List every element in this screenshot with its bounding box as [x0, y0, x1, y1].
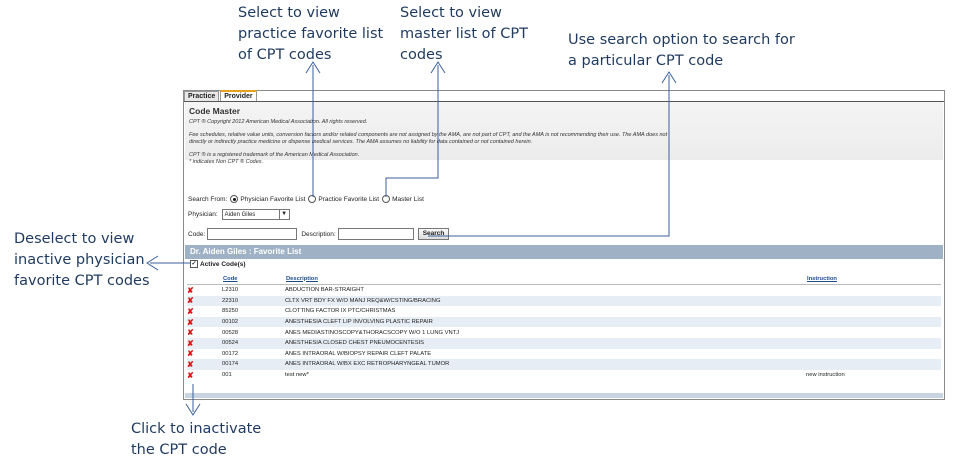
- row-instruction: [806, 306, 941, 317]
- table-row: [187, 317, 941, 328]
- search-from-label: Search From:: [188, 195, 228, 203]
- col-action: [187, 273, 222, 285]
- radio-master-list-label: Master List: [392, 195, 424, 203]
- row-description: CLOTTING FACTOR IX PTC/CHRISTMAS: [285, 308, 396, 315]
- physician-label: Physician:: [188, 211, 218, 218]
- row-description: test new*: [285, 372, 309, 379]
- row-description: ANES MEDIASTINOSCOPY&THORACSCOPY W/O 1 LUNG VNTJ: [285, 329, 460, 336]
- tab-practice[interactable]: Practice: [184, 91, 219, 101]
- row-code: L2310: [222, 287, 239, 294]
- row-code: 00174: [222, 359, 285, 370]
- code-label: Code:: [188, 230, 206, 238]
- row-code: 00102: [222, 317, 285, 328]
- row-instruction: [806, 359, 941, 370]
- callout-search: Use search option to search for a particular CPT code: [568, 32, 795, 69]
- favorite-list-title: Dr. Aiden Giles : Favorite List: [185, 245, 943, 259]
- page-title: Code Master: [189, 106, 241, 116]
- table-row: [187, 296, 941, 307]
- row-instruction: [806, 327, 941, 338]
- row-instruction: [806, 285, 941, 296]
- table-row: [187, 370, 941, 381]
- table-row: [187, 359, 941, 370]
- copyright-text: CPT ® Copyright 2012 American Medical Association. All rights reserved.: [189, 119, 368, 125]
- row-code: 00528: [222, 329, 239, 336]
- table-row: [187, 306, 941, 317]
- physician-select-value: Aiden Giles: [224, 211, 256, 218]
- col-code[interactable]: Code: [222, 273, 285, 285]
- table-footer: [185, 393, 943, 398]
- row-description: ABDUCTION BAR-STRAIGHT: [285, 287, 364, 294]
- inactivate-icon[interactable]: ✘: [187, 317, 222, 328]
- tab-provider[interactable]: Provider: [220, 90, 256, 101]
- callout-deselect: Deselect to view inactive physician favorite CPT codes: [14, 231, 150, 289]
- code-master-window: [183, 90, 945, 400]
- row-instruction: new instruction: [806, 372, 845, 379]
- disclaimer-line-2: directly or indirectly practice medicine or dispense medical services. The AMA assumes no liability for data contained or not contained herein.: [189, 139, 533, 145]
- code-master-header: [185, 102, 943, 165]
- row-code: 00524: [222, 338, 285, 349]
- inactivate-icon[interactable]: ✘: [187, 306, 194, 316]
- inactivate-icon[interactable]: ✘: [187, 338, 222, 349]
- favorite-codes-table: [187, 273, 941, 380]
- table-row: [187, 338, 941, 349]
- table-row: [187, 285, 941, 296]
- physician-row: [188, 209, 290, 220]
- row-code: 22310: [222, 296, 285, 307]
- radio-master-list[interactable]: [382, 195, 390, 203]
- col-instruction[interactable]: Instruction: [806, 273, 941, 285]
- disclaimer-line-1: Fee schedules, relative value units, conversion factors and/or related components are not assigned by the AMA, are not part of CPT, and the AMA is not recommending their use. The AMA does not: [189, 132, 668, 138]
- tab-bar: [184, 91, 944, 102]
- inactivate-icon[interactable]: ✘: [187, 370, 194, 380]
- inactivate-icon[interactable]: ✘: [187, 285, 194, 295]
- code-input[interactable]: [207, 228, 297, 240]
- row-instruction: [806, 317, 941, 328]
- inactivate-icon[interactable]: ✘: [187, 359, 222, 370]
- radio-practice-favorite-label: Practice Favorite List: [318, 195, 380, 203]
- inactivate-icon[interactable]: ✘: [187, 296, 222, 307]
- row-description: CLTX VRT BDY FX W/O MANJ REQ&W/CSTING/BRACING: [285, 296, 806, 307]
- inactivate-icon[interactable]: ✘: [187, 349, 194, 359]
- inactivate-icon[interactable]: ✘: [187, 328, 194, 338]
- active-codes-row: [190, 260, 246, 268]
- active-codes-checkbox[interactable]: ✓: [191, 261, 197, 267]
- row-description: ANES INTRAORAL W/BX EXC RETROPHARYNGEAL TUMOR: [285, 359, 806, 370]
- callout-inactivate: Click to inactivate the CPT code: [131, 421, 262, 458]
- search-button[interactable]: Search: [418, 228, 450, 240]
- row-description: ANESTHESIA CLEFT LIP INVOLVING PLASTIC REPAIR: [285, 317, 806, 328]
- table-row: [187, 349, 941, 360]
- chevron-down-icon: ▼: [279, 210, 289, 219]
- row-code: 001: [222, 372, 232, 379]
- description-input[interactable]: [338, 228, 414, 240]
- row-description: ANES INTRAORAL W/BIOPSY REPAIR CLEFT PALATE: [285, 350, 432, 357]
- search-row: [188, 228, 449, 240]
- radio-physician-favorite-label: Physician Favorite List: [240, 195, 306, 203]
- radio-practice-favorite[interactable]: [308, 195, 316, 203]
- trademark-text: CPT ® is a registered trademark of the American Medical Association.: [189, 152, 360, 158]
- callout-practice-favorite: Select to view practice favorite list of CPT codes: [238, 5, 384, 63]
- non-cpt-note: * indicates Non CPT ® Codes.: [189, 159, 264, 165]
- search-from-row: [188, 195, 424, 203]
- row-code: 00172: [222, 350, 239, 357]
- row-instruction: [806, 338, 941, 349]
- description-label: Description:: [301, 230, 336, 238]
- row-description: ANESTHESIA CLOSED CHEST PNEUMOCENTESIS: [285, 338, 806, 349]
- row-instruction: [806, 296, 941, 307]
- row-instruction: [806, 349, 941, 360]
- physician-select[interactable]: [222, 209, 290, 220]
- callout-master-list: Select to view master list of CPT codes: [400, 5, 528, 63]
- radio-physician-favorite[interactable]: [230, 195, 238, 203]
- active-codes-label: Active Code(s): [200, 260, 246, 268]
- col-description[interactable]: Description: [285, 273, 806, 285]
- row-code: 85250: [222, 308, 239, 315]
- table-row: [187, 327, 941, 338]
